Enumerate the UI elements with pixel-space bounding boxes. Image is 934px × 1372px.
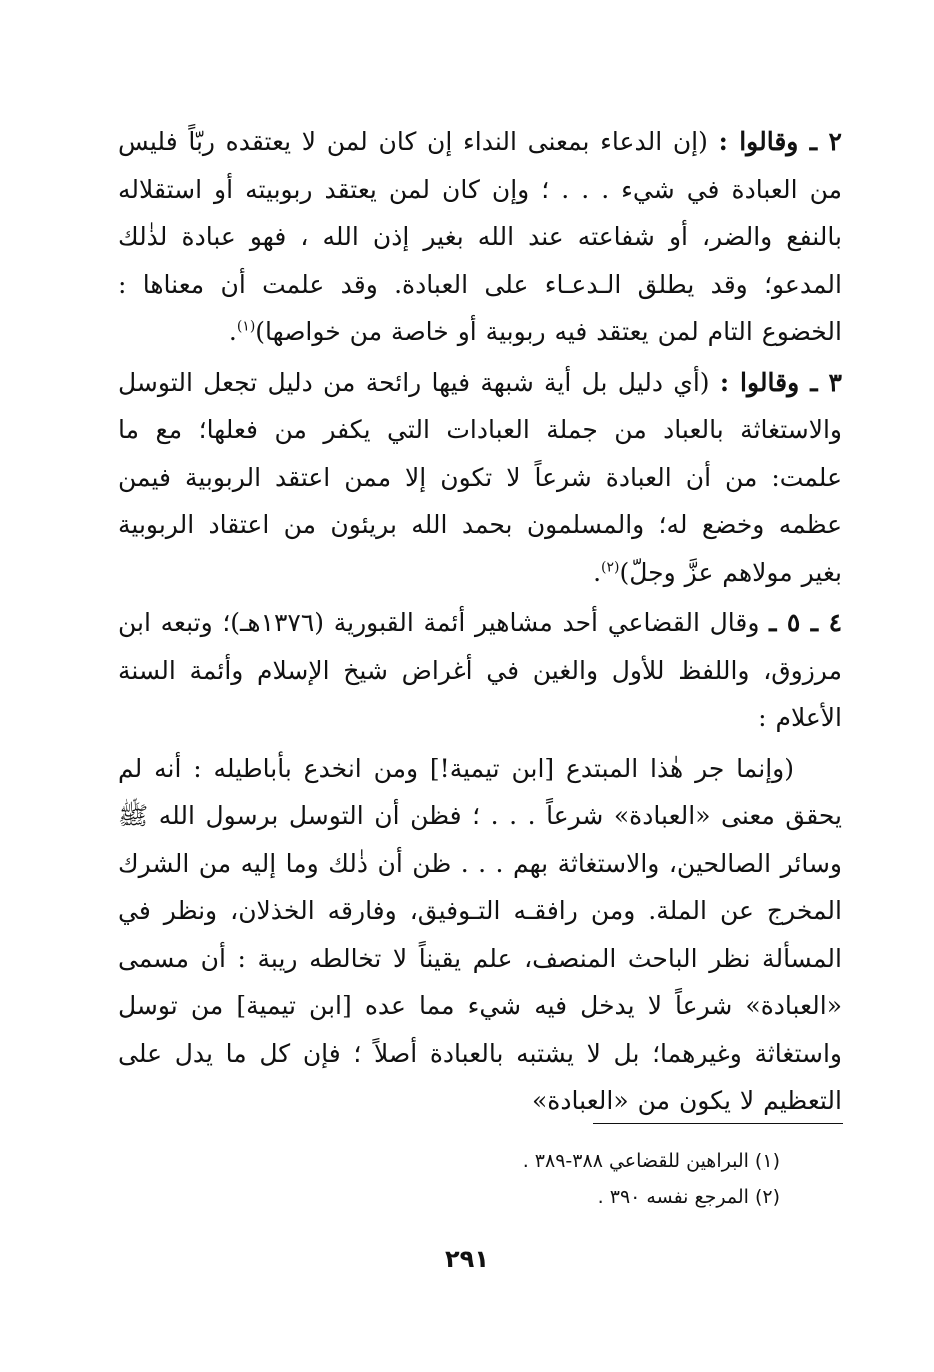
main-text: [118, 118, 842, 1128]
footnote-ref-1: (١): [236, 318, 256, 335]
paragraph-3-text: (أي دليل بل أية شبهة فيها رائحة من دليل تجعل التوسل والاستغاثة بالعباد من جملة العبادات التي يكفر من فعلها؛ مع ما علمت: من أن العبادة شرعاً لا تكون إلا ممن اعتقد الربوبية فيمن عظمه وخضع له؛ والمسلمون بحمد الله بريئون من اعتقاد الربوبية بغير مولاهم عزَّ وجلّ): [118, 367, 842, 587]
footnote-1: (١) البراهين للقضاعي ٣٨٨-٣٨٩ .: [522, 1150, 780, 1172]
paragraph-4-5-lead: ٤ ـ ٥ ـ: [769, 608, 843, 637]
paragraph-2: [118, 118, 842, 356]
footnotes: [380, 1143, 780, 1215]
paragraph-3: [118, 359, 842, 597]
paragraph-2-lead: ٢ ـ وقالوا :: [718, 127, 842, 156]
paragraph-4-5: [118, 599, 842, 742]
paragraph-2-tail: .: [228, 317, 237, 346]
page-number: ٢٩١: [445, 1245, 489, 1273]
footnote-divider: [593, 1123, 843, 1124]
footnote-2: (٢) المرجع نفسه ٣٩٠ .: [597, 1186, 780, 1208]
quotation-text: (وإنما جر هٰذا المبتدع [ابن تيمية!] ومن انخدع بأباطيله : أنه لم يحقق معنى «العبادة» شرعاً . . . ؛ فظن أن التوسل برسول الله ﷺ وسائر الصالحين، والاستغاثة بهم . . . ظن أن ذٰلك وما إليه من الشرك المخرج عن الملة. ومن رافقـه التـوفيق، وفارقه الخذلان، ونظر في المسألة نظر الباحث المنصف، علم يقيناً لا تخالطه ريبة : أن مسمى «العبادة» شرعاً لا يدخل فيه شيء مما عده [ابن تيمية] من توسل واستغاثة وغيرهما؛ بل لا يشتبه بالعبادة أصلاً ؛ فإن كل ما يدل على التعظيم لا يكون من «العبادة»: [118, 753, 843, 1115]
paragraph-4-5-text: وقال القضاعي أحد مشاهير أئمة القبورية (١٣٧٦هـ)؛ وتبعه ابن مرزوق، واللفظ للأول والغين في أغراض شيخ الإسلام وأئمة السنة الأعلام :: [118, 608, 842, 732]
paragraph-3-tail: .: [593, 557, 602, 587]
paragraph-3-lead: ٣ ـ وقالوا :: [719, 367, 842, 397]
footnote-ref-2: (٢): [601, 559, 620, 576]
quotation-paragraph: [118, 745, 842, 1125]
paragraph-2-text: (إن الدعاء بمعنى النداء إن كان لمن لا يعتقده ربّاً فليس من العبادة في شيء . . . ؛ وإن كان لمن يعتقد ربوبيته أو استقلاله بالنفع والضر، أو شفاعته عند الله بغير إذن الله ، فهو عبادة لذٰلك المدعو؛ وقد يطلق الـدعـاء على العبادة. وقد علمت أن معناها : الخضوع التام لمن يعتقد فيه ربوبية أو خاصة من خواصها): [118, 127, 842, 346]
